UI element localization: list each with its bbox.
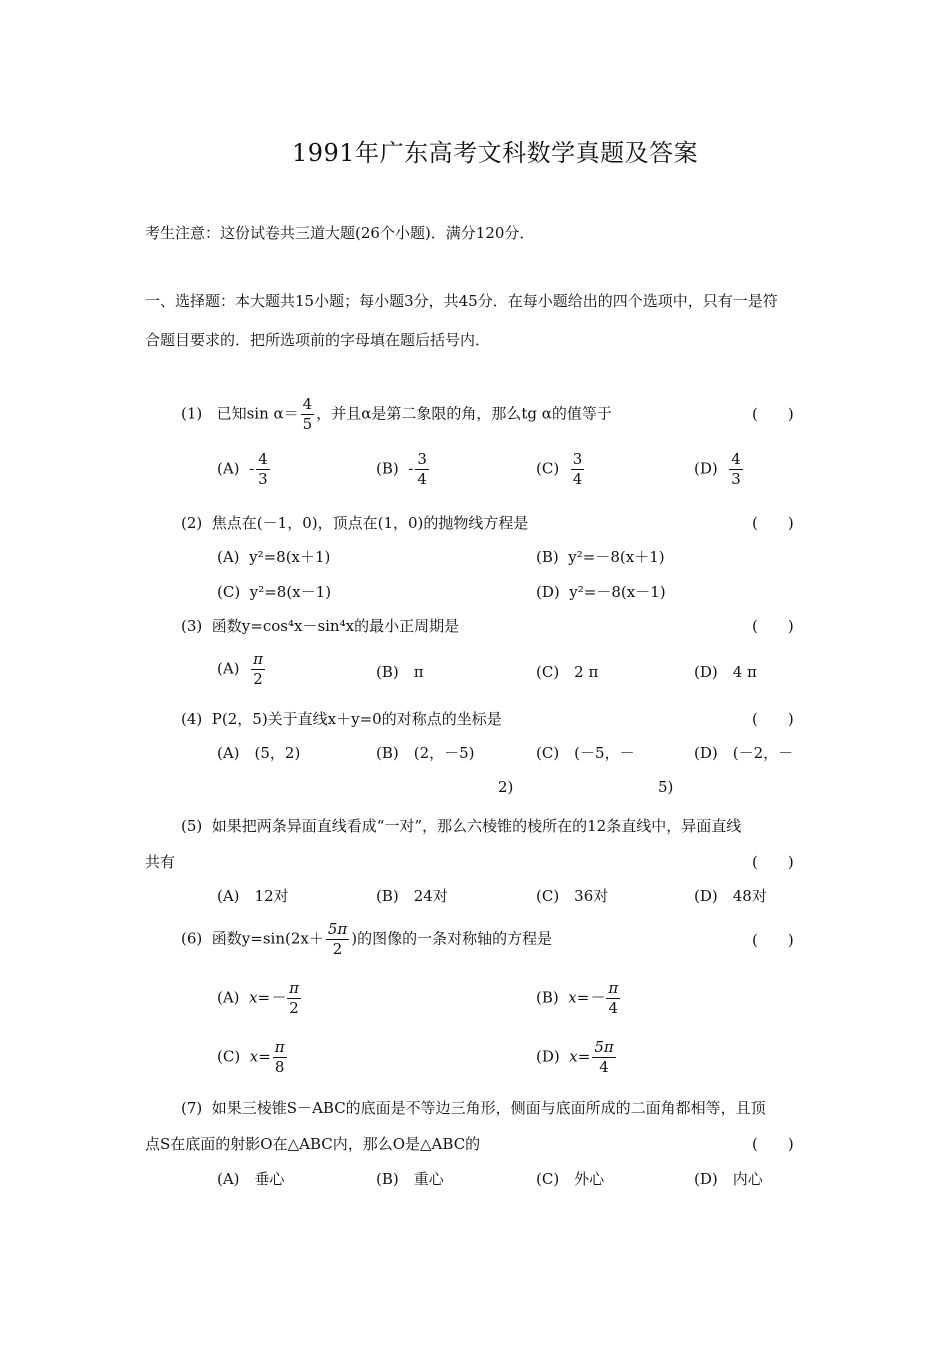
- answer-bracket: ( ): [752, 405, 794, 423]
- fraction: $\frac{4}{5}$: [302, 395, 313, 433]
- option-b: (B) y²=－8(x＋1): [536, 548, 665, 566]
- option-b: (B) x=－ $\frac{\pi}{4}$: [536, 979, 619, 1017]
- option-a: (A) - $\frac{4}{3}$: [217, 450, 268, 488]
- option-a: (A) y²=8(x＋1): [217, 548, 331, 566]
- answer-bracket: ( ): [752, 931, 794, 949]
- option-a: (A) x=－ $\frac{\pi}{2}$: [217, 979, 299, 1017]
- answer-bracket: ( ): [752, 514, 794, 532]
- question-2: (2) 焦点在(－1，0)，顶点在(1，0)的抛物线方程是: [181, 514, 529, 532]
- option-c-wrap: 2): [498, 778, 514, 796]
- option-d: (D) 4 π: [694, 663, 757, 681]
- question-text: 已知sin α＝: [216, 404, 299, 423]
- question-5: (5) 如果把两条异面直线看成“一对”，那么六棱锥的棱所在的12条直线中，异面直线: [181, 817, 742, 835]
- option-d: (D) y²=－8(x－1): [536, 583, 666, 601]
- option-d-wrap: 5): [658, 778, 674, 796]
- option-b: (B) π: [376, 663, 424, 681]
- option-b: (B) (2，－5): [376, 744, 475, 762]
- option-c: (C) $\frac{3}{4}$: [536, 450, 583, 488]
- option-d: (D) (－2，－: [694, 744, 794, 762]
- answer-bracket: ( ): [752, 617, 794, 635]
- question-3: (3) 函数y=cos⁴x－sin⁴x的最小正周期是: [181, 617, 460, 635]
- option-c: (C) 2 π: [536, 663, 599, 681]
- option-b: (B) 重心: [376, 1170, 444, 1188]
- option-c: (C) y²=8(x－1): [217, 583, 332, 601]
- option-a: (A) $\frac{\pi}{2}$: [217, 650, 263, 688]
- option-b: (B) - $\frac{3}{4}$: [376, 450, 427, 488]
- question-4: (4) P(2，5)关于直线x＋y=0的对称点的坐标是: [181, 710, 502, 728]
- answer-bracket: ( ): [752, 853, 794, 871]
- option-d: (D) $\frac{4}{3}$: [694, 450, 741, 488]
- question-7: (7) 如果三棱锥S－ABC的底面是不等边三角形，侧面与底面所成的二面角都相等，且顶: [181, 1099, 766, 1117]
- option-b: (B) 24对: [376, 887, 448, 905]
- option-a: (A) 12对: [217, 887, 289, 905]
- section-instructions-line1: 一、选择题：本大题共15小题；每小题3分，共45分．在每小题给出的四个选项中，只有一是符: [145, 292, 778, 310]
- answer-bracket: ( ): [752, 710, 794, 728]
- question-1: [181, 397, 612, 432]
- question-6: (6) 函数y=sin(2x＋ $\frac{5\pi}{2}$ )的图像的一条对称轴的方程是: [181, 920, 553, 958]
- question-text: ，并且α是第二象限的角，那么tg α的值等于: [316, 404, 612, 423]
- option-a: (A) (5，2): [217, 744, 301, 762]
- option-d: (D) 48对: [694, 887, 767, 905]
- option-d: (D) x= $\frac{5\pi}{4}$: [536, 1038, 614, 1076]
- question-5-line2: 共有: [145, 853, 176, 871]
- question-number: (1): [181, 404, 203, 423]
- option-c: (C) 36对: [536, 887, 609, 905]
- option-c: (C) 外心: [536, 1170, 605, 1188]
- option-a: (A) 垂心: [217, 1170, 285, 1188]
- answer-bracket: ( ): [752, 1135, 794, 1153]
- exam-notice: 考生注意：这份试卷共三道大题(26个小题)．满分120分．: [145, 224, 535, 242]
- question-7-line2: 点S在底面的射影O在△ABC内，那么O是△ABC的: [145, 1135, 481, 1153]
- page-title: 1991年广东高考文科数学真题及答案: [292, 139, 699, 167]
- option-c: (C) (－5，－: [536, 744, 635, 762]
- option-d: (D) 内心: [694, 1170, 763, 1188]
- option-c: (C) x= $\frac{\pi}{8}$: [217, 1038, 285, 1076]
- section-instructions-line2: 合题目要求的．把所选项前的字母填在题后括号内．: [145, 331, 491, 349]
